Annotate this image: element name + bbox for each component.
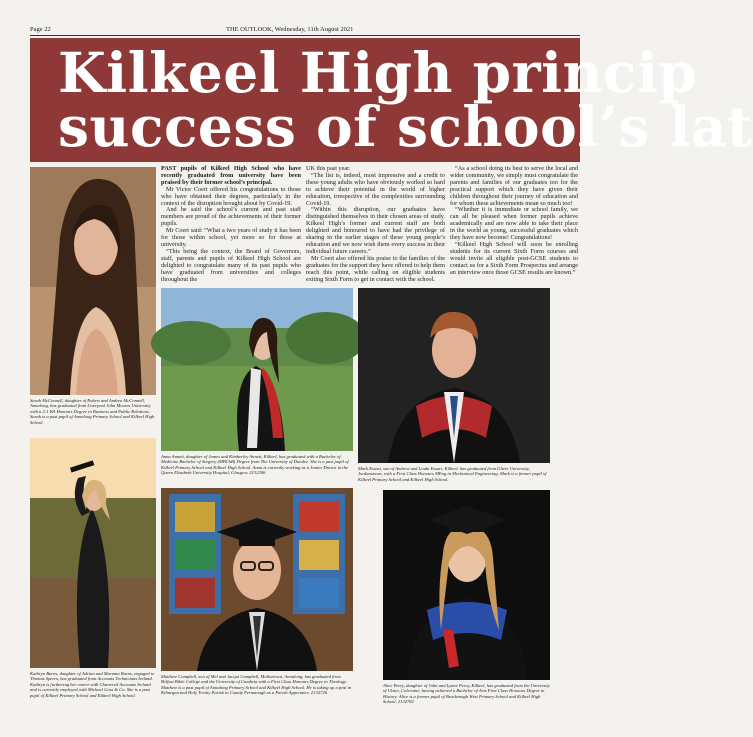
page-number: Page 22	[30, 26, 51, 33]
article-paragraph: And he said the school’s current and past staff members are proud of the achievements of their former pupils.	[161, 206, 301, 228]
photo-mark-essart	[358, 288, 550, 463]
article-lead: PAST pupils of Kilkeel High School who have recently graduated from university have been praised by their former school’s principal.	[161, 165, 301, 186]
caption-sarah: Sarah McConnell, daughter of Robert and Andrea McConnell, Annalong, has graduated from Liverpool John Moores University with a 2:1 BA Honours Degree in Business and Public Relations. Sarah is a past pupil of Annalong Primary School and Kilkeel High School.	[30, 398, 155, 425]
article-paragraph: “As a school doing its best to serve the local and wider community, we simply must congratulate the parents and families of our graduates too for the practical support which they have given their children throughout their journey of education and for whom these achievements mean so much too!	[450, 165, 578, 207]
article-paragraph: “Whether it is immediate or school family, we can all be pleased when former pupils achieve academically and are now able to take their place in the world as young, successful graduates which they have now become! Congratulations!	[450, 206, 578, 242]
photo-sarah-mcconnell	[30, 167, 156, 395]
caption-alice: Alice Perry, daughter of John and Lynne Perry, Kilkeel, has graduated from the University of Ulster, Coleraine, having achieved a Bachelor of Arts First Class Honours Degree in History. Alice is a former pupil of Brackenagh West Primary School and Kilkeel High School. 2132782	[383, 683, 550, 705]
article-column-3	[450, 166, 578, 286]
article-paragraph: Mr Coert said: “What a two years of study it has been for those within school, yet more so for those at university.	[161, 227, 301, 248]
article-column-1	[161, 166, 301, 286]
photo-kathryn-burns	[30, 438, 156, 668]
headline-line-2: success of school’s lat	[58, 94, 753, 159]
article-paragraph: “The list is, indeed, most impressive and a credit to these young adults who have obviously worked so hard to achieve their potential in the world of higher education, irrespective of the complexities surrounding Covid-19.	[306, 171, 445, 207]
article-paragraph: “This being the context, the Board of Governors, staff, parents and pupils of Kilkeel High School are delighted to congratulate many of its past pupils who have graduated from universities and colleges throughout the	[161, 247, 301, 283]
article-column-2	[306, 166, 445, 286]
publication-dateline: THE OUTLOOK, Wednesday, 11th August 2021	[226, 26, 354, 33]
article-paragraph: Mr Coert also offered his praise to the families of the graduates for the support they have offered to help them reach this point, while calling on eligible students exiting Sixth Form to get in contact with the school.	[306, 254, 445, 283]
headline-line-1: Kilkeel High princip	[58, 40, 698, 105]
photo-anna-annett	[161, 288, 353, 451]
header-rule	[30, 35, 580, 36]
caption-matthew: Matthew Campbell, son of Mel and Jacqui Campbell, Mullartown, Annalong, has graduated from Belfast Bible College and the University of Cumbria with a First Class Honours Degree in Theology. Matthew is a past pupil of Annalong Primary School and Kilkeel High School. He is taking up a post in Kilmegan and Holy Trinity Parish in County Fermanagh as a Parish Apprentice. 2132726	[161, 674, 352, 696]
article-paragraph: “Kilkeel High School will soon be enrolling students for its current Sixth Form courses and would invite all eligible post-GCSE students to contact us for a Sixth Form Prospectus and arrange an interview once those GCSE results are known.”	[450, 240, 578, 276]
caption-kathryn: Kathryn Burns, daughter of Adrian and Marama Burns, engaged to Thomas Speers, has graduated from Accounts Technicians Ireland. Kathryn is furthering her career with Chartered Accounts Ireland and is currently employed with Michael Goss & Co. She is a past pupil of Kilkeel Primary School and Kilkeel High School.	[30, 671, 155, 698]
headline-banner	[30, 38, 753, 162]
article-paragraph: UK this past year.	[306, 165, 351, 172]
photo-matthew-campbell	[161, 488, 353, 671]
caption-anna: Anna Annett, daughter of James and Kimberley Annett, Kilkeel, has graduated with a Bachelor of Medicine Bachelor of Surgery (MBChB) Degree from The University of Dundee. She is a past pupil of Kilkeel Primary School and Kilkeel High School. Anna is currently working as a Junior Doctor in the Queen Elizabeth University Hospital, Glasgow. 2132306	[161, 454, 349, 476]
article-paragraph: “Within this disruption, our graduates have distinguished themselves in their chosen areas of study. Kilkeel High’s former and current staff are both delighted and honoured to have had the privilege of sharing in the earlier stages of these young people’s education and we now wish them every success in their individual future careers.”	[306, 206, 445, 255]
caption-mark: Mark Essart, son of Andrew and Linda Essart, Kilkeel, has graduated from Ulster University, Jordanstown, with a First Class Honours MEng in Mechanical Engineering. Mark is a former pupil of Kilkeel Primary School and Kilkeel High School.	[358, 466, 547, 482]
photo-alice-perry	[383, 490, 550, 680]
page-header	[30, 26, 580, 34]
article-paragraph: Mr Victor Coert offered his congratulations to those who have obtained their degrees, particularly in the context of the disruption brought about by Covid-19.	[161, 185, 301, 207]
